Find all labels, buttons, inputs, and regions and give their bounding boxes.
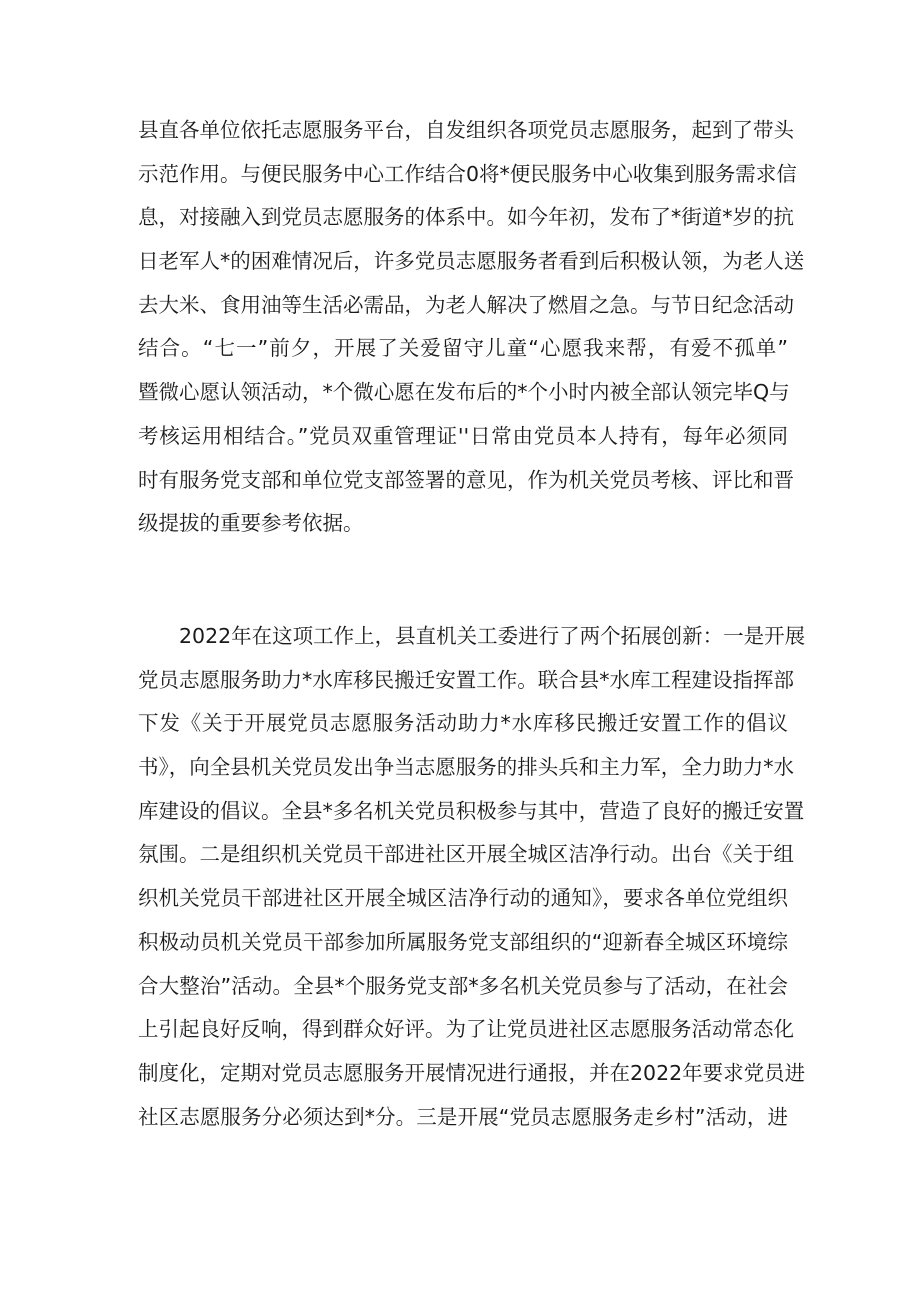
text-line: 合大整治”活动。全县*个服务党支部*多名机关党员参与了活动，在社会 bbox=[138, 973, 788, 998]
text-line: 考核运用相结合。”党员双重管理证''日常由党员本人持有，每年必须同 bbox=[138, 423, 788, 448]
text-line: 制度化，定期对党员志愿服务开展情况进行通报，并在2022年要求党员进 bbox=[138, 1060, 806, 1085]
text-line: 下发《关于开展党员志愿服务活动助力*水库移民搬迁安置工作的倡议 bbox=[138, 711, 788, 736]
text-line: 级提拔的重要参考依据。 bbox=[138, 511, 364, 536]
text-line: 社区志愿服务分必须达到*分。三是开展“党员志愿服务走乡村”活动，进 bbox=[138, 1104, 788, 1129]
text-line: 暨微心愿认领活动，*个微心愿在发布后的*个小时内被全部认领完毕Q与 bbox=[138, 380, 790, 405]
text-line: 去大米、食用油等生活必需品，为老人解决了燃眉之急。与节日纪念活动 bbox=[138, 292, 794, 317]
text-line: 书》，向全县机关党员发出争当志愿服务的排头兵和主力军，全力助力*水 bbox=[138, 755, 794, 780]
paragraph-volunteer-service bbox=[138, 109, 805, 546]
text-line: 时有服务党支部和单位党支部签署的意见，作为机关党员考核、评比和晋 bbox=[138, 467, 794, 492]
text-line: 日老军人*的困难情况后，许多党员志愿服务者看到后积极认领，为老人送 bbox=[138, 249, 805, 274]
text-line: 织机关党员干部进社区开展全城区洁净行动的通知》，要求各单位党组织 bbox=[138, 886, 788, 911]
text-line: 示范作用。与便民服务中心工作结合0将*便民服务中心收集到服务需求信 bbox=[138, 161, 797, 186]
text-line: 上引起良好反响，得到群众好评。为了让党员进社区志愿服务活动常态化 bbox=[138, 1017, 794, 1042]
text-line: 党员志愿服务助力*水库移民搬迁安置工作。联合县*水库工程建设指挥部 bbox=[138, 667, 794, 692]
text-line: 积极动员机关党员干部参加所属服务党支部组织的“迎新春全城区环境综 bbox=[138, 929, 788, 954]
text-line: 结合。“七一”前夕，开展了关爱留守儿童“心愿我来帮，有爱不孤单” bbox=[138, 336, 788, 361]
text-line: 县直各单位依托志愿服务平台，自发组织各项党员志愿服务，起到了带头 bbox=[138, 118, 794, 142]
paragraph-2022-innovation bbox=[138, 615, 806, 1139]
text-line: 氛围。二是组织机关党员干部进社区开展全城区洁净行动。出台《关于组 bbox=[138, 842, 794, 867]
text-line: 库建设的倡议。全县*多名机关党员积极参与其中，营造了良好的搬迁安置 bbox=[138, 798, 805, 823]
text-line: 2022年在这项工作上，县直机关工委进行了两个拓展创新：一是开展 bbox=[179, 624, 806, 648]
text-line: 息，对接融入到党员志愿服务的体系中。如今年初，发布了*街道*岁的抗 bbox=[138, 205, 794, 230]
